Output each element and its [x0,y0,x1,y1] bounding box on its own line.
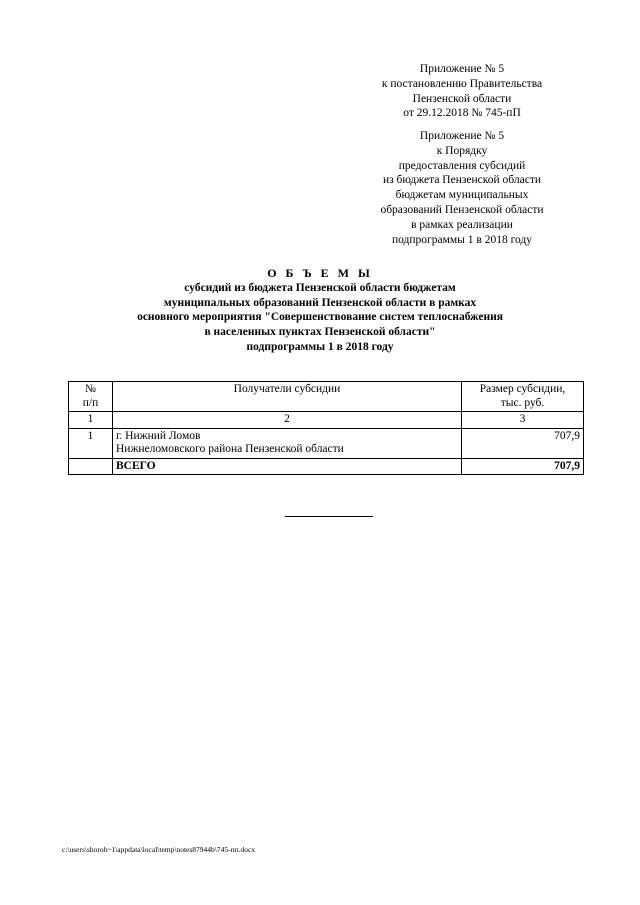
title-line: субсидий из бюджета Пензенской области бюджетам [184,281,456,294]
appendix-line: Приложение № 5 [419,63,505,75]
separator-line [285,516,373,517]
row-recipient [113,428,462,458]
title-main: О Б Ъ Е М Ы [267,266,373,280]
appendix-line: в рамках реализации [411,218,513,231]
document-title [60,266,580,355]
appendix-line: к постановлению Правительства [381,77,543,90]
appendix-line: Пензенской области [412,92,512,105]
column-number: 3 [462,412,584,429]
header-amount [462,382,584,412]
total-amount: 707,9 [462,458,584,475]
column-number: 1 [69,412,113,429]
header-num [69,382,113,412]
title-line: муниципальных образований Пензенской области в рамках [163,296,477,309]
header-amount-line2: тыс. руб. [500,396,545,409]
footer-file-path: c:\users\shoroh~1\appdata\local\temp\notes87944b\745-пп.docx [62,845,256,854]
row-amount: 707,9 [462,428,584,458]
appendix-header-resolution [352,62,572,121]
title-line: основного мероприятия "Совершенствование систем теплоснабжения [137,311,503,324]
column-number-row [69,412,584,429]
table-header-row [69,382,584,412]
table-row [69,428,584,458]
total-empty-cell [69,458,113,475]
recipient-line2: Нижнеломовского района Пензенской области [116,443,344,455]
column-number: 2 [113,412,462,429]
appendix-line: Приложение № 5 [419,130,505,142]
appendix-line: из бюджета Пензенской области [382,174,542,187]
header-amount-line1: Размер субсидии, [479,383,566,395]
subsidy-table [68,381,584,475]
appendix-line: предоставления субсидий [398,159,526,172]
recipient-line1: г. Нижний Ломов [116,429,201,442]
appendix-line: подпрограммы 1 в 2018 году [391,233,533,246]
appendix-line: бюджетам муниципальных [395,189,529,202]
header-num-line1: № [85,383,96,395]
header-num-line2: п/п [82,396,99,409]
title-line: в населенных пунктах Пензенской области" [204,326,436,339]
header-recipients: Получатели субсидии [113,382,462,412]
total-label: ВСЕГО [113,458,462,475]
appendix-line: от 29.12.2018 № 745-пП [403,107,521,120]
row-num: 1 [69,428,113,458]
appendix-line: образований Пензенской области [380,203,544,216]
title-line: подпрограммы 1 в 2018 году [246,340,394,353]
appendix-line: к Порядку [436,144,488,157]
appendix-header-procedure [352,129,572,247]
total-row [69,458,584,475]
